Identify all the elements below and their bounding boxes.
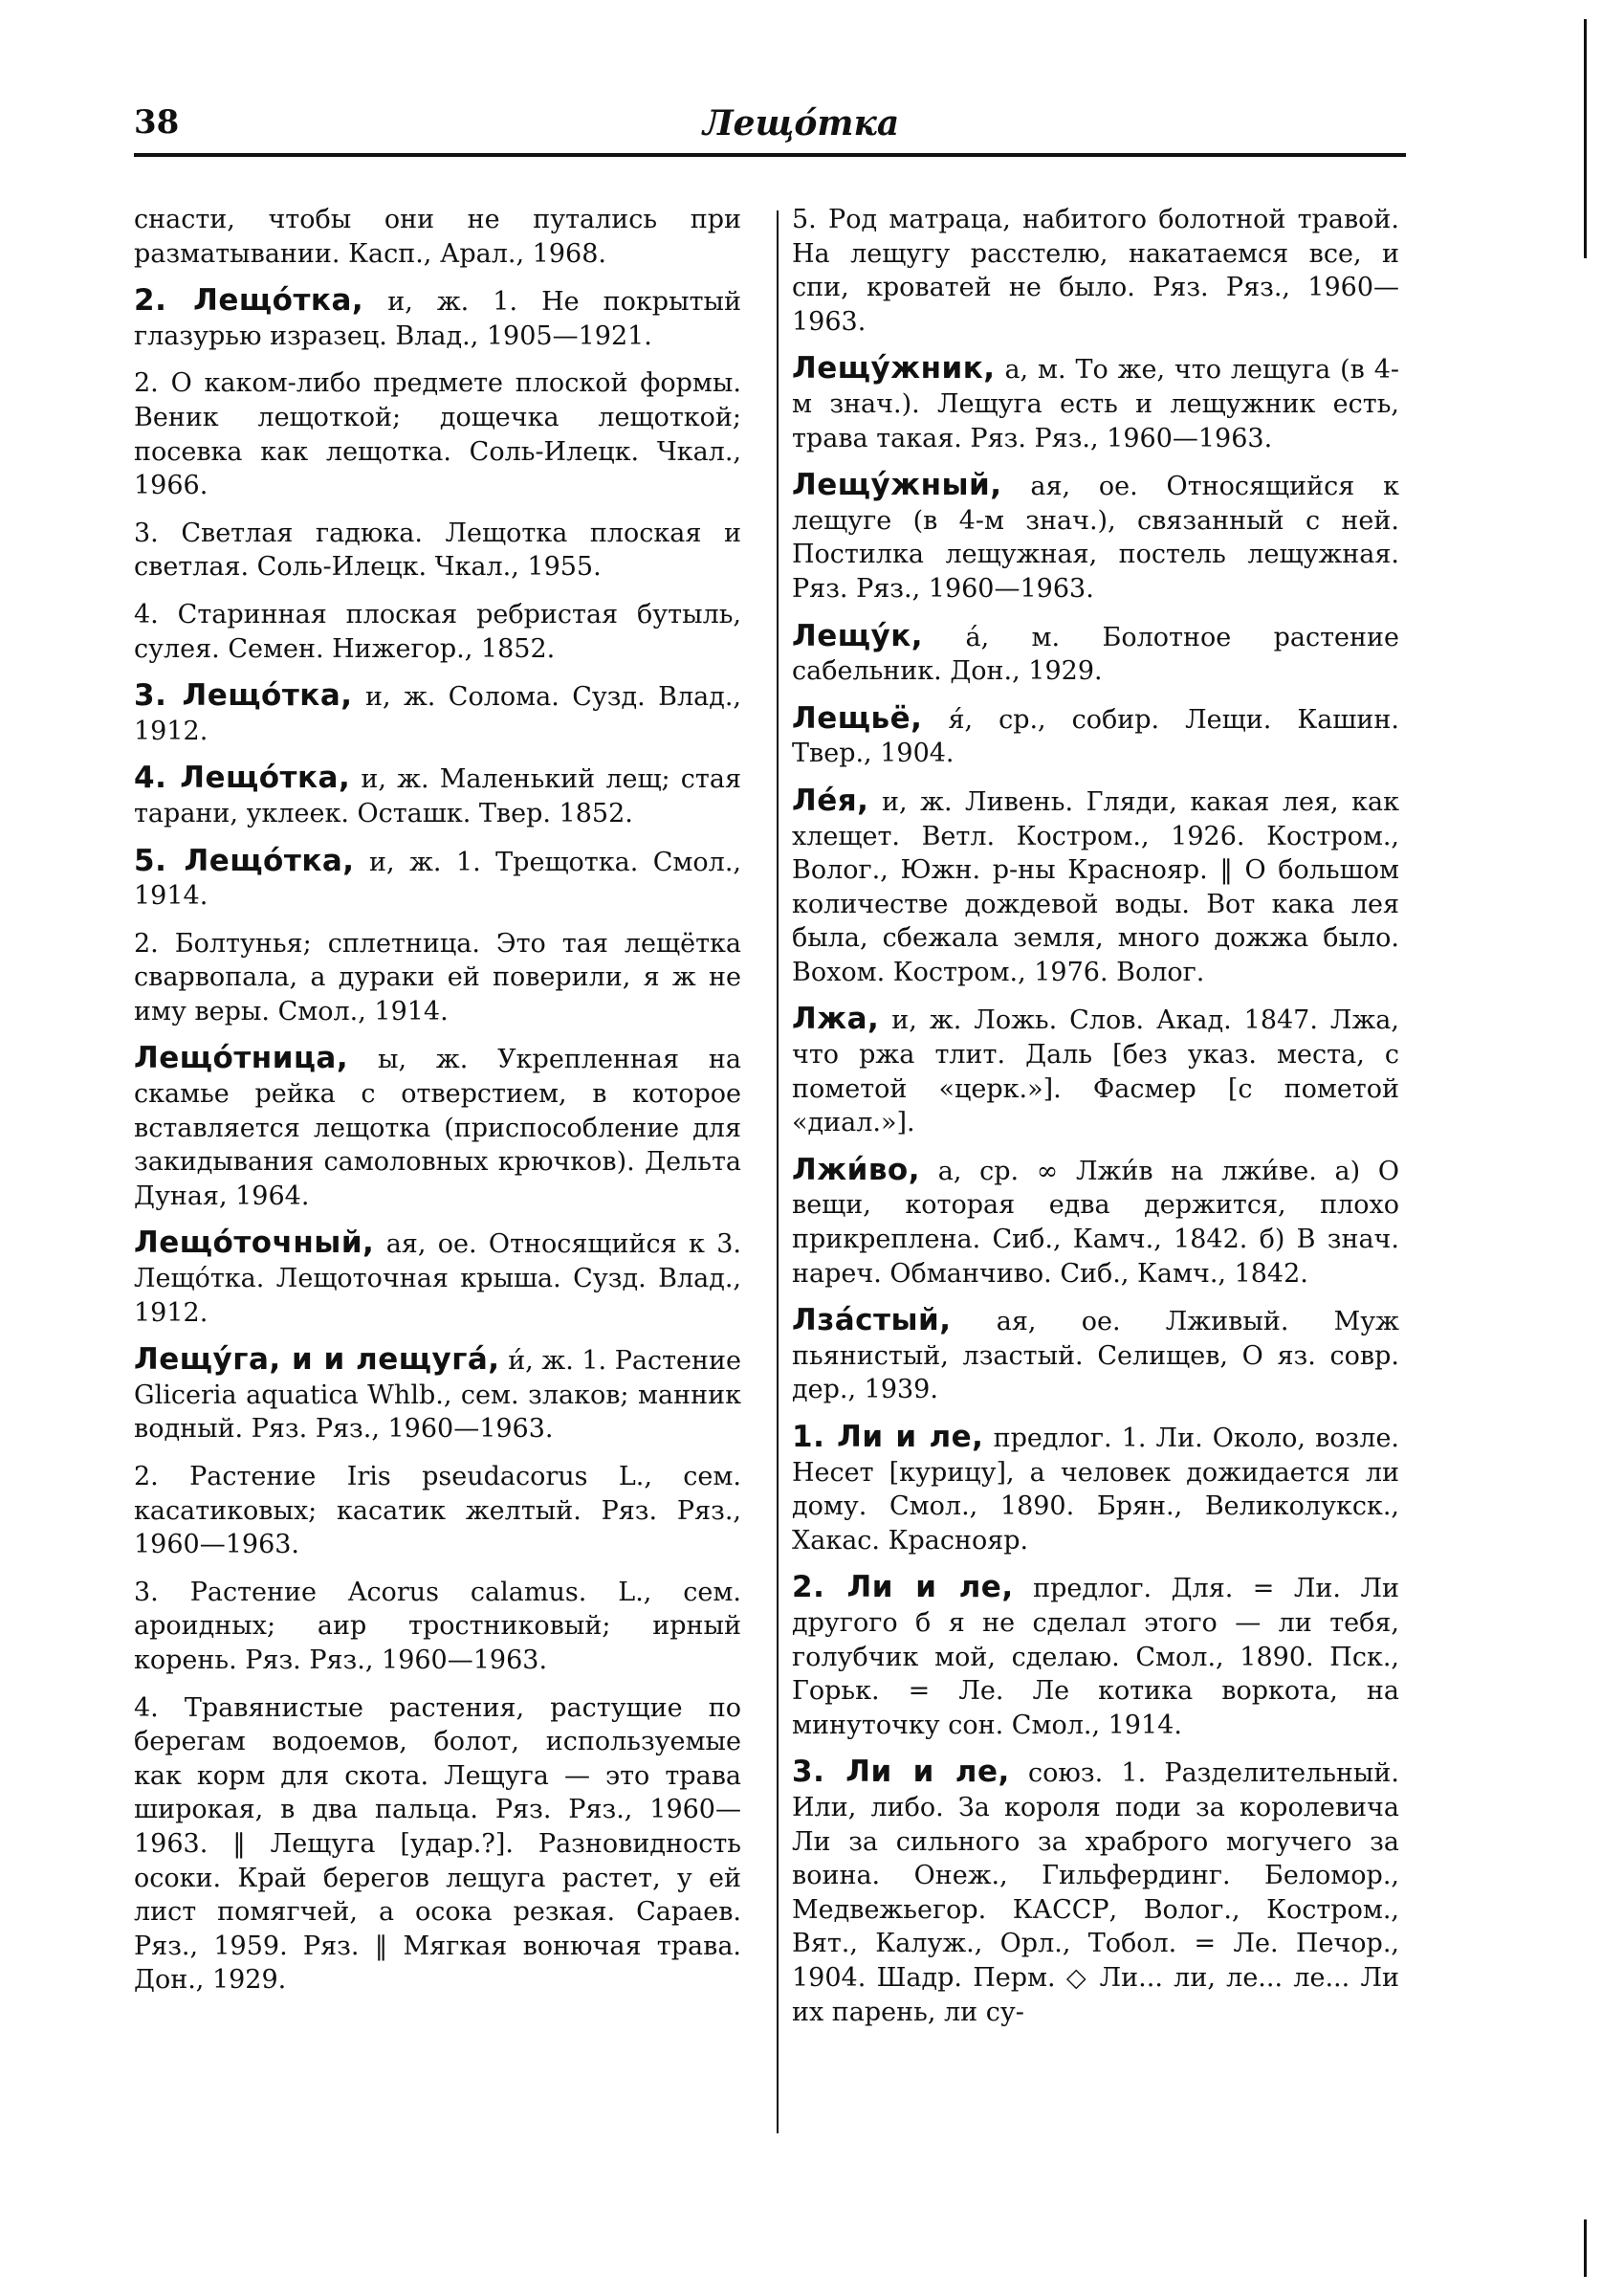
entry-text: 2. Растение Iris pseudacorus L., сем. касатиковых; касатик желтый. Ряз. Ряз., 1960—1963.	[134, 1462, 741, 1560]
entry-text: предлог. 1. Ли. Около, возле. Несет [курицу], а человек дожидается ли дому. Смол., 1890. Брян., Великолукск., Хакас. Краснояр.	[792, 1424, 1400, 1556]
entry-text: 2. Болтунья; сплетница. Это тая лещётка сварвопала, а дураки ей поверили, я ж не иму веры. Смол., 1914.	[134, 928, 741, 1027]
entry-text: ая, ое. Лживый. Муж пьянистый, лзастый. Селищев, О яз. совр. дер., 1939.	[792, 1307, 1399, 1405]
dictionary-entry	[134, 845, 741, 914]
entry-text: а, ср. ∞ Лжи́в на лжи́ве. а) О вещи, которая едва держится, плохо прикреплена. Сиб., Камч., 1842. б) В знач. нареч. Обманчиво. Сиб., Камч., 1842.	[792, 1156, 1399, 1289]
entry-text: а́, м. Болотное растение сабельник. Дон., 1929.	[792, 622, 1399, 687]
entry-text: и́, ж. 1. Растение Gliceria aquatica Whlb., сем. злаков; манник водный. Ряз. Ряз., 1960—1963.	[134, 1346, 741, 1445]
entry-headword: 3. Лещо́тка,	[134, 678, 353, 714]
page-edge-rule-bottom	[1584, 2219, 1587, 2277]
dictionary-entry	[134, 762, 741, 830]
column-divider	[777, 210, 779, 2133]
entry-text: 3. Светлая гадюка. Лещотка плоская и светлая. Соль-Илецк. Чкал., 1955.	[134, 518, 741, 583]
dictionary-entry	[792, 1755, 1399, 2029]
header-rule	[134, 153, 1406, 157]
dictionary-entry	[134, 1576, 741, 1678]
entry-headword: 1. Ли и ле,	[792, 1420, 984, 1454]
dictionary-entry	[792, 1154, 1399, 1291]
dictionary-entry	[134, 366, 741, 502]
dictionary-entry	[134, 284, 741, 353]
entry-text: 4. Старинная плоская ребристая бутыль, сулея. Семен. Нижегор., 1852.	[134, 599, 741, 664]
page-header	[134, 103, 1468, 147]
entry-headword: Лещу́жный,	[792, 468, 1002, 503]
entry-headword: 5. Лещо́тка,	[134, 843, 355, 878]
dictionary-entry	[134, 1343, 741, 1446]
entry-text: предлог. Для. = Ли. Ли другого б я не сделал этого — ли тебя, голубчик мой, сделаю. Смол., 1890. Пск., Горьк. = Ле. Ле котика воркота, на минуточку сон. Смол., 1914.	[792, 1574, 1399, 1740]
dictionary-entry	[792, 469, 1399, 606]
entry-text: 4. Травянистые растения, растущие по берегам водоемов, болот, используемые как корм для скота. Лещуга — это трава широкая, в два пальца. Ряз. Ряз., 1960—1963. ‖ Лещуга [удар.?]. Разновидность осоки. Край берегов лещуга растет, у ей лист помягчей, а осока резкая. Сараев. Ряз., 1959. Ряз. ‖ Мягкая вонючая трава. Дон., 1929.	[134, 1692, 741, 1996]
entry-headword: 2. Ли и ле,	[792, 1570, 1014, 1605]
entry-text: ы, ж. Укрепленная на скамье рейка с отверстием, в которое вставляется лещотка (приспособление для закидывания самоловных крючков). Дельта Дуная, 1964.	[134, 1045, 741, 1211]
dictionary-entry	[792, 203, 1399, 339]
entry-headword: 2. Лещо́тка,	[134, 283, 364, 319]
entry-headword: Лещу́жник,	[792, 351, 996, 386]
dictionary-entry	[134, 1691, 741, 1998]
dictionary-entry	[792, 1421, 1399, 1557]
dictionary-entry	[792, 702, 1399, 771]
dictionary-entry	[792, 1003, 1399, 1139]
entry-headword: Лжа,	[792, 1002, 880, 1037]
entry-text: а, м. То же, что лещуга (в 4-м знач.). Лещуга есть и лещужник есть, трава такая. Ряз. Ряз., 1960—1963.	[792, 355, 1399, 453]
entry-headword: Лещу́к,	[792, 618, 924, 653]
dictionary-entry	[792, 352, 1399, 455]
dictionary-entry	[134, 1042, 741, 1213]
entry-text: и, ж. 1. Трещотка. Смол., 1914.	[134, 847, 741, 912]
page-number: 38	[134, 103, 180, 142]
dictionary-entry	[134, 1460, 741, 1562]
entry-headword: Лещьё,	[792, 700, 923, 736]
entry-text: 2. О каком-либо предмете плоской формы. Веник лещоткой; дощечка лещоткой; посевка как лещотка. Соль-Илецк. Чкал., 1966.	[134, 368, 741, 501]
entry-headword: Лещу́га, и и лещуга́,	[134, 1342, 500, 1378]
dictionary-entry	[792, 784, 1399, 990]
page-edge-rule-top	[1584, 19, 1587, 258]
entry-headword: Лещо́точный,	[134, 1225, 375, 1261]
dictionary-entry	[134, 517, 741, 585]
entry-text: и, ж. Ложь. Слов. Акад. 1847. Лжа, что ржа тлит. Даль [без указ. места, с пометой «церк.»]. Фасмер [с пометой «диал.»].	[792, 1005, 1399, 1138]
dictionary-entry	[134, 203, 741, 271]
entry-text: и, ж. Ливень. Гляди, какая лея, как хлещет. Ветл. Костром., 1926. Костром., Волог., Южн. р-ны Краснояр. ‖ О большом количестве дождевой воды. Вот кака лея была, сбежала земля, много дожжа было. Вохом. Костром., 1976. Волог.	[792, 786, 1399, 987]
dictionary-entry	[792, 1304, 1399, 1407]
entry-headword: Лза́стый,	[792, 1303, 952, 1338]
right-column	[792, 203, 1399, 2042]
dictionary-entry	[792, 1571, 1399, 1742]
entry-text: ая, ое. Относящийся к 3. Лещо́тка. Лещоточная крыша. Сузд. Влад., 1912.	[134, 1229, 741, 1328]
entry-headword: 4. Лещо́тка,	[134, 761, 351, 796]
dictionary-entry	[792, 620, 1399, 689]
dictionary-entry	[134, 1226, 741, 1330]
entry-text: и, ж. Маленький лещ; стая тарани, уклеек. Осташк. Твер. 1852.	[134, 764, 741, 828]
entry-text: союз. 1. Разделительный. Или, либо. За короля поди за королевича Ли за сильного за храброго могучего за воина. Онеж., Гильфердинг. Беломор., Медвежьегор. КАССР, Волог., Костром., Вят., Калуж., Орл., Тобол. = Ле. Печор., 1904. Шадр. Перм. ◇ Ли... ли, ле... ле... Ли их парень, ли су-	[792, 1758, 1399, 2027]
entry-headword: Лжи́во,	[792, 1152, 921, 1187]
dictionary-entry	[134, 598, 741, 666]
entry-text: снасти, чтобы они не путались при разматывании. Касп., Арал., 1968.	[134, 205, 741, 269]
entry-text: 5. Род матраца, набитого болотной травой. На лещугу расстелю, накатаемся все, и спи, кроватей не было. Ряз. Ряз., 1960—1963.	[792, 205, 1399, 337]
entry-text: и, ж. Солома. Сузд. Влад., 1912.	[134, 682, 741, 746]
entry-text: я́, ср., собир. Лещи. Кашин. Твер., 1904.	[792, 704, 1399, 769]
entry-headword: Ле́я,	[792, 783, 869, 818]
left-column	[134, 203, 741, 2011]
entry-text: ая, ое. Относящийся к лещуге (в 4-м знач.), связанный с ней. Постилка лещужная, постель лещужная. Ряз. Ряз., 1960—1963.	[792, 472, 1399, 604]
running-head: Лещо́тка	[702, 103, 900, 144]
entry-text: и, ж. 1. Не покрытый глазурью изразец. Влад., 1905—1921.	[134, 287, 741, 351]
entry-text: 3. Растение Acorus calamus. L., сем. ароидных; аир тростниковый; ирный корень. Ряз. Ряз., 1960—1963.	[134, 1577, 741, 1675]
entry-headword: Лещо́тница,	[134, 1041, 349, 1076]
entry-headword: 3. Ли и ле,	[792, 1755, 1010, 1790]
dictionary-entry	[134, 927, 741, 1029]
dictionary-entry	[134, 679, 741, 748]
